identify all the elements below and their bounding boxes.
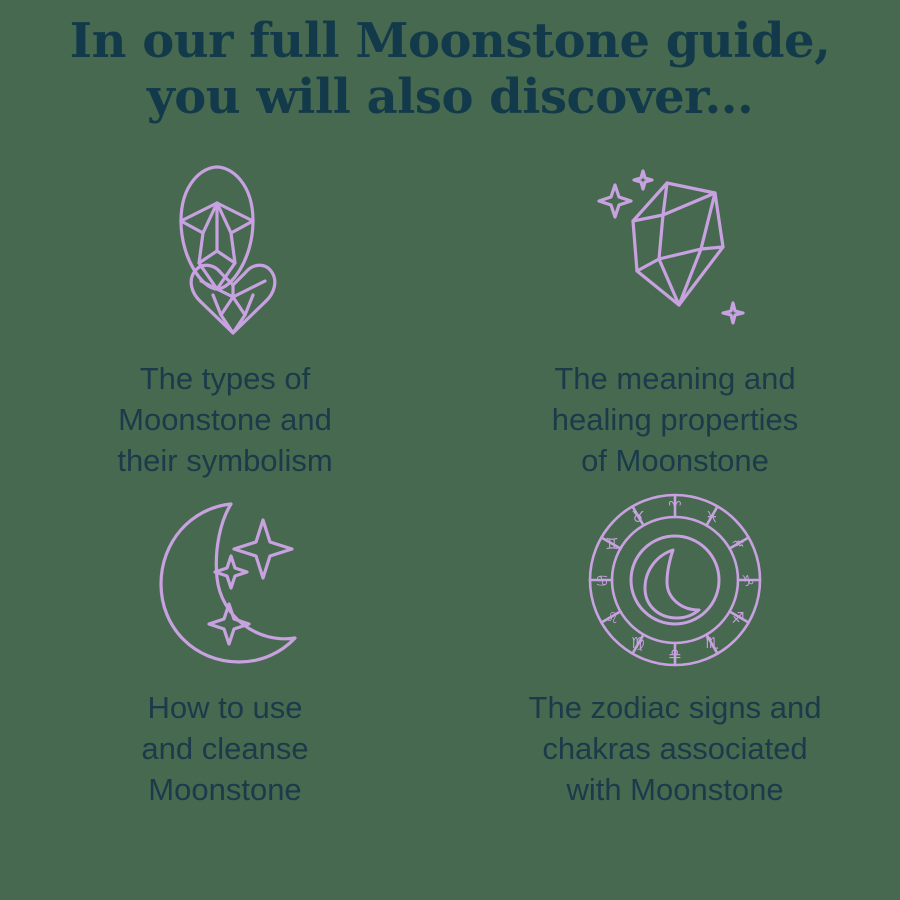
svg-text:♒: ♒ (731, 535, 745, 554)
svg-text:♉: ♉ (631, 508, 645, 527)
zodiac-wheel-icon (575, 482, 775, 682)
caption-line: with Moonstone (566, 771, 784, 807)
caption-line: How to use (147, 690, 303, 726)
feature-item-zodiac (450, 482, 900, 811)
svg-text:♈: ♈ (668, 498, 682, 517)
feature-item-types (0, 153, 450, 482)
svg-text:♏: ♏ (705, 634, 719, 653)
feature-item-use-cleanse (0, 482, 450, 811)
crescent-moon-stars-icon (125, 482, 325, 682)
caption-line: Moonstone and (118, 402, 332, 438)
svg-text:♑: ♑ (741, 572, 755, 591)
svg-text:♌: ♌ (605, 609, 619, 628)
svg-text:♊: ♊ (605, 535, 619, 554)
feature-grid (0, 153, 900, 810)
caption-line: The zodiac signs and (528, 690, 822, 726)
page-title-line-2: you will also discover... (146, 68, 754, 125)
page-title (0, 0, 900, 125)
svg-text:♐: ♐ (731, 609, 745, 628)
caption-line: and cleanse (141, 730, 309, 766)
faceted-gem-sparkle-icon (575, 153, 775, 353)
svg-text:♎: ♎ (668, 645, 682, 664)
caption-line: their symbolism (117, 443, 333, 479)
svg-text:♍: ♍ (631, 634, 645, 653)
caption-line: healing properties (551, 402, 799, 438)
gemstone-pair-icon (125, 153, 325, 353)
caption-line: The meaning and (554, 361, 796, 397)
caption-line: Moonstone (148, 771, 302, 807)
page-title-line-1: In our full Moonstone guide, (69, 13, 831, 69)
caption-line: of Moonstone (581, 443, 769, 479)
feature-item-meaning (450, 153, 900, 482)
svg-text:♓: ♓ (705, 508, 719, 527)
caption-line: chakras associated (542, 730, 808, 766)
feature-caption-types (117, 359, 332, 482)
svg-text:♋: ♋ (595, 572, 609, 591)
caption-line: The types of (139, 361, 311, 397)
feature-caption-use-cleanse (141, 688, 308, 811)
feature-caption-zodiac (529, 688, 822, 811)
feature-caption-meaning (552, 359, 798, 482)
